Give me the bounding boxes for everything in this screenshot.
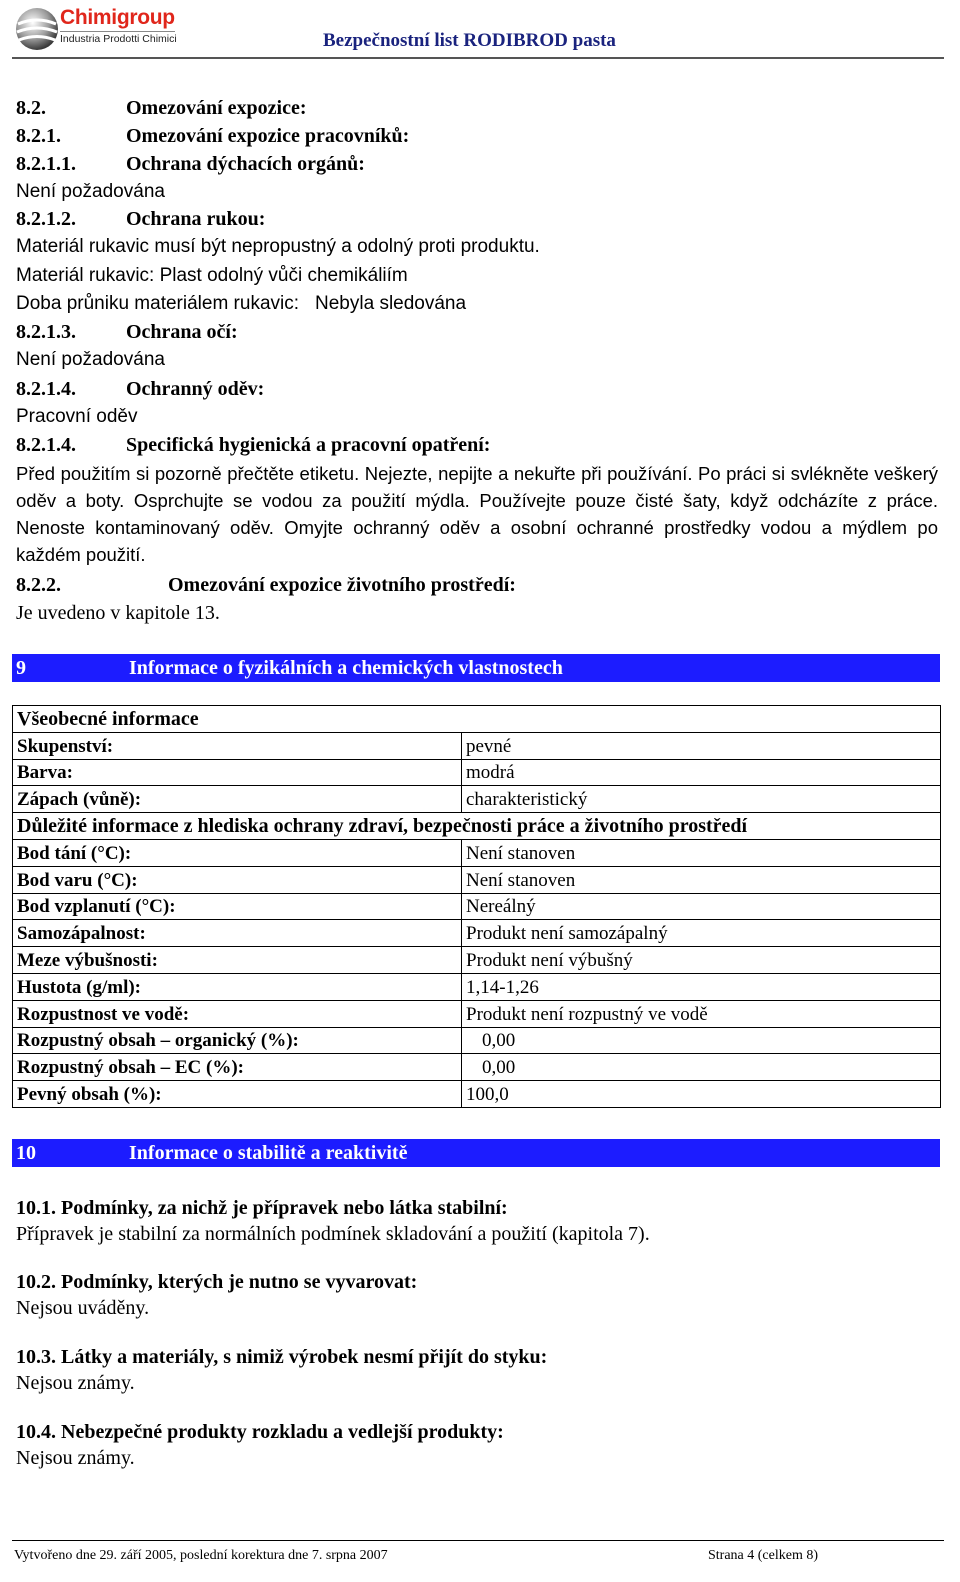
properties-table	[12, 705, 941, 1108]
table-row: Skupenství: pevné	[13, 732, 941, 759]
general-info-heading: Všeobecné informace	[13, 706, 941, 733]
table-row: Rozpustný obsah – EC (%): 0,00	[13, 1054, 941, 1081]
table-row: Samozápalnost: Produkt není samozápalný	[13, 920, 941, 947]
table-row: Bod tání (°C): Není stanoven	[13, 839, 941, 866]
text-8-2-1-2-c: Doba průniku materiálem rukavic: Nebyla sledována	[16, 293, 467, 314]
table-row: Bod vzplanutí (°C): Nereálný	[13, 893, 941, 920]
table-row: Bod varu (°C): Není stanoven	[13, 866, 941, 893]
text-8-2-1-4-hygiene: Před použitím si pozorně přečtěte etiketu. Nejezte, nepijte a nekuřte při používání. Po práci si svlékněte veškerý oděv a boty. Osprchujte se vodou za použití mýdla. Používejte pouze čisté šaty, když odcházíte z práce. Nenoste kontaminovaný oděv. Omyjte ochranný oděv a osobní ochranné prostředky vodou a mýdlem po každém použití.	[16, 463, 938, 565]
text-8-2-2: Je uvedeno v kapitole 13.	[16, 602, 220, 624]
heading-8-2-1-1: 8.2.1.1. Ochrana dýchacích orgánů:	[16, 153, 365, 175]
text-10-2: Nejsou uváděny.	[16, 1297, 150, 1319]
table-row	[13, 813, 941, 840]
logo-name: Chimigroup	[60, 6, 175, 29]
text-10-3: Nejsou známy.	[16, 1372, 135, 1394]
text-8-2-1-4-clothing: Pracovní oděv	[16, 406, 138, 427]
footer-created-date: Vytvořeno dne 29. září 2005, poslední korektura dne 7. srpna 2007	[14, 1548, 388, 1563]
table-row: Pevný obsah (%): 100,0	[13, 1081, 941, 1108]
section-10-header: 10 Informace o stabilitě a reaktivitě	[12, 1139, 940, 1167]
table-row: Hustota (g/ml): 1,14-1,26	[13, 973, 941, 1000]
heading-8-2-1-4-clothing: 8.2.1.4. Ochranný oděv:	[16, 378, 265, 400]
table-row	[13, 706, 941, 733]
heading-8-2-1-4-hygiene: 8.2.1.4. Specifická hygienická a pracovní opatření:	[16, 434, 491, 456]
table-row: Zápach (vůně): charakteristický	[13, 786, 941, 813]
heading-10-4: 10.4. Nebezpečné produkty rozkladu a vedlejší produkty:	[16, 1421, 504, 1443]
table-row: Rozpustnost ve vodě: Produkt není rozpustný ve vodě	[13, 1000, 941, 1027]
header-divider	[12, 57, 944, 59]
text-8-2-1-2-b: Materiál rukavic: Plast odolný vůči chemikáliím	[16, 265, 408, 286]
text-8-2-1-3: Není požadována	[16, 349, 165, 370]
heading-8-2-1: 8.2.1. Omezování expozice pracovníků:	[16, 125, 410, 147]
heading-8-2-1-3: 8.2.1.3. Ochrana očí:	[16, 321, 238, 343]
important-info-heading: Důležité informace z hlediska ochrany zdraví, bezpečnosti práce a životního prostředí	[13, 813, 941, 840]
logo-globe-icon	[14, 6, 60, 52]
table-row: Rozpustný obsah – organický (%): 0,00	[13, 1027, 941, 1054]
table-row: Barva: modrá	[13, 759, 941, 786]
heading-10-1: 10.1. Podmínky, za nichž je přípravek nebo látka stabilní:	[16, 1197, 508, 1219]
text-10-1: Přípravek je stabilní za normálních podmínek skladování a použití (kapitola 7).	[16, 1223, 650, 1245]
section-9-header: 9 Informace o fyzikálních a chemických vlastnostech	[12, 654, 940, 682]
heading-10-2: 10.2. Podmínky, kterých je nutno se vyvarovat:	[16, 1271, 418, 1293]
logo-tagline: Industria Prodotti Chimici	[60, 33, 177, 45]
heading-10-3: 10.3. Látky a materiály, s nimiž výrobek nesmí přijít do styku:	[16, 1346, 548, 1368]
text-10-4: Nejsou známy.	[16, 1447, 135, 1469]
document-title: Bezpečnostní list RODIBROD pasta	[323, 30, 616, 51]
heading-8-2-1-2: 8.2.1.2. Ochrana rukou:	[16, 208, 266, 230]
heading-8-2-2: 8.2.2. Omezování expozice životního prostředí:	[16, 574, 516, 596]
footer-divider	[12, 1540, 944, 1541]
text-8-2-1-2-a: Materiál rukavic musí být nepropustný a odolný proti produktu.	[16, 236, 540, 257]
heading-8-2: 8.2. Omezování expozice:	[16, 97, 307, 119]
footer-page-number: Strana 4 (celkem 8)	[708, 1548, 819, 1563]
text-8-2-1-1: Není požadována	[16, 181, 165, 202]
table-row: Meze výbušnosti: Produkt není výbušný	[13, 947, 941, 974]
